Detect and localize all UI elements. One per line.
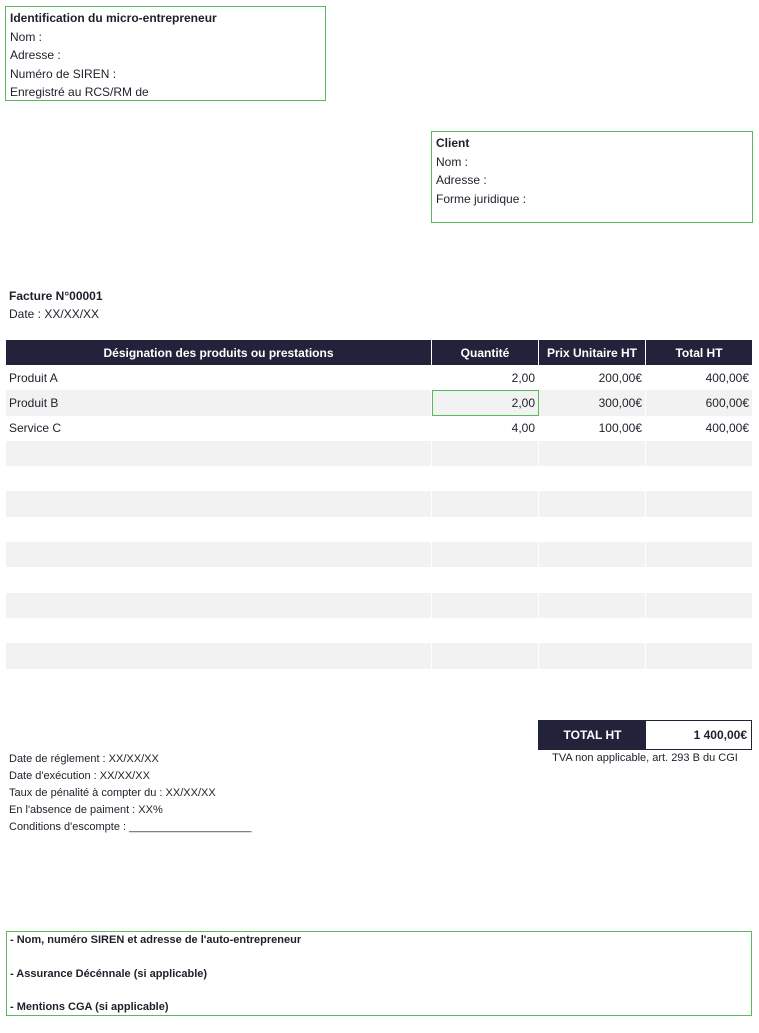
cell-unit-price: 300,00€ — [539, 390, 646, 415]
client-box — [431, 131, 753, 223]
total-label: TOTAL HT — [539, 721, 646, 749]
cell-designation — [6, 542, 432, 567]
cell-designation — [6, 441, 432, 466]
items-table — [6, 340, 752, 694]
cell-designation: Produit B — [6, 390, 432, 415]
cell-unit-price: 100,00€ — [539, 416, 646, 441]
cell-unit-price: 200,00€ — [539, 365, 646, 390]
issuer-address: Adresse : — [10, 48, 61, 62]
table-row — [6, 618, 752, 643]
header-unit-price: Prix Unitaire HT — [539, 340, 646, 365]
cell-unit-price — [539, 669, 646, 694]
cell-total: 400,00€ — [705, 421, 749, 436]
cell-designation — [6, 643, 432, 668]
footer-line-insurance: - Assurance Décénnale (si applicable) — [10, 967, 208, 980]
table-row — [6, 390, 752, 415]
header-quantity: Quantité — [432, 340, 539, 365]
cell-quantity: 2,00 — [432, 365, 539, 390]
table-header — [6, 340, 752, 365]
cell-unit-price — [539, 618, 646, 643]
cell-designation — [6, 593, 432, 618]
cell-total — [646, 567, 752, 592]
table-row — [6, 542, 752, 567]
table-row — [6, 669, 752, 694]
client-legal-form: Forme juridique : — [436, 191, 527, 206]
cell-quantity — [432, 669, 539, 694]
condition-penalty-rate: Taux de pénalité à compter du : XX/XX/XX — [9, 787, 216, 799]
invoice-number: Facture N°00001 — [9, 289, 103, 303]
cell-total — [646, 466, 752, 491]
condition-non-payment: En l'absence de paiment : XX% — [9, 804, 163, 816]
client-title: Client — [436, 136, 470, 150]
payment-conditions — [9, 751, 251, 836]
cell-designation: Service C — [6, 416, 432, 441]
footer-line-cga: - Mentions CGA (si applicable) — [10, 1001, 169, 1013]
issuer-rcs: Enregistré au RCS/RM de — [10, 85, 149, 99]
cell-designation — [6, 466, 432, 491]
cell-designation: Produit A — [6, 365, 432, 390]
client-address: Adresse : — [436, 173, 487, 187]
cell-quantity — [432, 542, 539, 567]
cell-unit-price — [539, 643, 646, 668]
cell-unit-price — [539, 466, 646, 491]
invoice-date: Date : XX/XX/XX — [9, 307, 100, 321]
table-row — [6, 593, 752, 618]
table-row — [6, 441, 752, 466]
cell-quantity — [432, 517, 539, 542]
cell-total — [646, 542, 752, 567]
cell-unit-price — [539, 517, 646, 542]
cell-designation — [6, 491, 432, 516]
footer-line-siren: - Nom, numéro SIREN et adresse de l'auto-entrepreneur — [10, 934, 302, 946]
cell-quantity — [432, 491, 539, 516]
total-box — [538, 720, 752, 750]
issuer-box — [5, 6, 326, 101]
cell-quantity: 4,00 — [432, 416, 539, 441]
table-row — [6, 466, 752, 491]
cell-total — [646, 643, 752, 668]
cell-total — [646, 441, 752, 466]
header-designation: Désignation des produits ou prestations — [6, 340, 432, 365]
issuer-title: Identification du micro-entrepreneur — [10, 11, 217, 25]
cell-designation — [6, 517, 432, 542]
condition-payment-date: Date de réglement : XX/XX/XX — [9, 753, 159, 765]
cell-unit-price — [539, 441, 646, 466]
tva-note: TVA non applicable, art. 293 B du CGI — [552, 752, 738, 764]
cell-total — [646, 517, 752, 542]
condition-discount: Conditions d'escompte : ____________________ — [9, 821, 252, 833]
cell-total: 600,00€ — [646, 390, 752, 415]
client-name: Nom : — [436, 154, 469, 169]
total-value: 1 400,00€ — [693, 728, 747, 742]
cell-unit-price — [539, 567, 646, 592]
cell-designation — [6, 669, 432, 694]
table-row — [6, 416, 752, 441]
issuer-siren: Numéro de SIREN : — [10, 66, 117, 81]
condition-execution-date: Date d'exécution : XX/XX/XX — [9, 770, 150, 782]
cell-quantity — [432, 441, 539, 466]
cell-total — [646, 618, 752, 643]
table-row — [6, 517, 752, 542]
table-row — [6, 643, 752, 668]
table-row — [6, 491, 752, 516]
cell-quantity — [432, 567, 539, 592]
cell-unit-price — [539, 593, 646, 618]
cell-quantity: 2,00 — [432, 390, 539, 415]
table-row — [6, 365, 752, 390]
cell-designation — [6, 618, 432, 643]
cell-designation — [6, 567, 432, 592]
cell-total — [646, 669, 752, 694]
cell-total — [646, 491, 752, 516]
header-total: Total HT — [675, 345, 723, 360]
cell-unit-price — [539, 491, 646, 516]
issuer-name: Nom : — [10, 29, 43, 44]
cell-total: 400,00€ — [705, 370, 749, 385]
footer-mentions — [6, 931, 752, 1016]
cell-total — [646, 593, 752, 618]
cell-quantity — [432, 643, 539, 668]
table-row — [6, 567, 752, 592]
cell-quantity — [432, 618, 539, 643]
cell-quantity — [432, 466, 539, 491]
cell-unit-price — [539, 542, 646, 567]
cell-quantity — [432, 593, 539, 618]
